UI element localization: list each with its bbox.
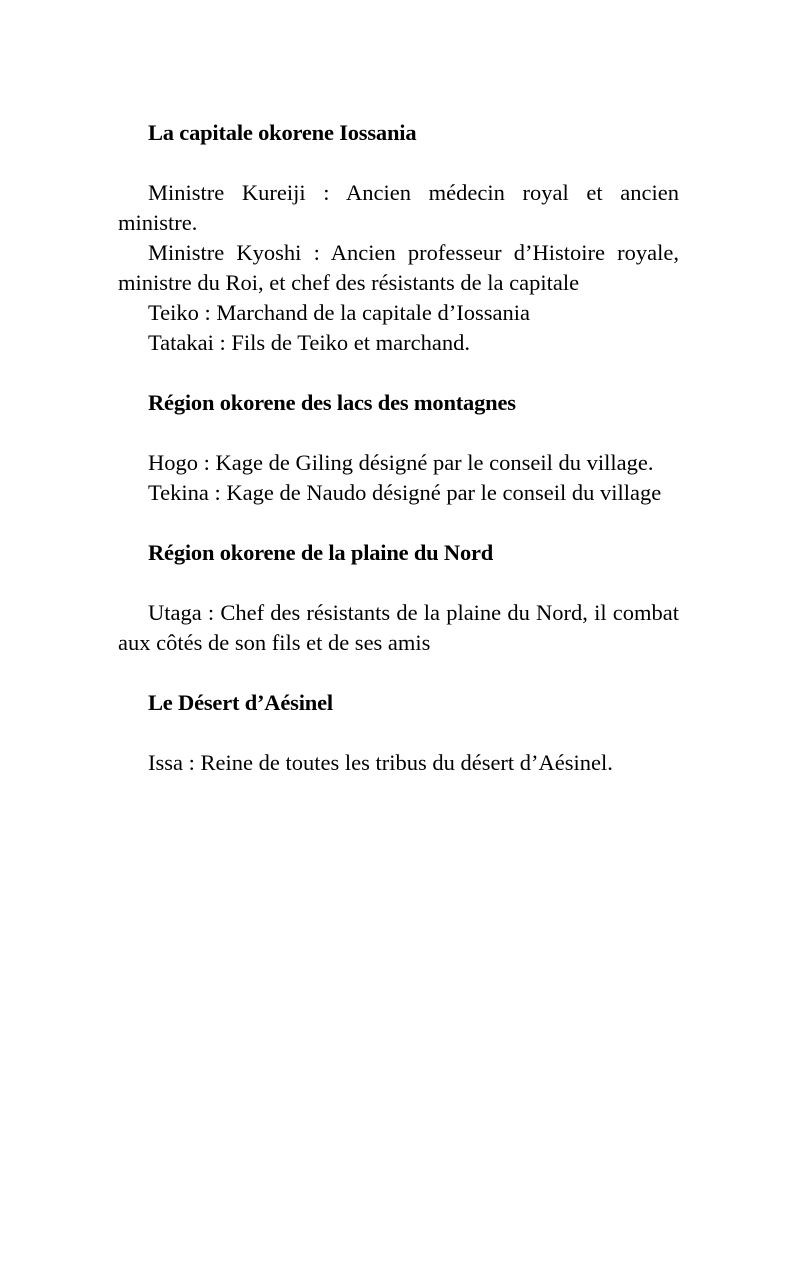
section-lacs-montagnes	[118, 388, 679, 508]
section-heading: Le Désert d’Aésinel	[148, 690, 333, 715]
character-entry: Issa : Reine de toutes les tribus du désert d’Aésinel.	[148, 750, 613, 775]
section-heading: La capitale okorene Iossania	[148, 120, 417, 145]
character-entry: Tatakai : Fils de Teiko et marchand.	[148, 330, 470, 355]
character-entry: Utaga : Chef des résistants de la plaine du Nord, il combat aux côtés de son fils et de ses amis	[118, 600, 679, 655]
section-desert-aesinel	[118, 688, 679, 778]
section-capitale	[118, 118, 679, 358]
character-entry: Tekina : Kage de Naudo désigné par le conseil du village	[148, 480, 662, 505]
document-page	[118, 118, 679, 778]
section-plaine-nord	[118, 538, 679, 658]
character-entry: Hogo : Kage de Giling désigné par le conseil du village.	[148, 450, 654, 475]
section-heading: Région okorene de la plaine du Nord	[148, 540, 494, 565]
section-heading: Région okorene des lacs des montagnes	[148, 390, 516, 415]
character-entry: Ministre Kureiji : Ancien médecin royal et ancien ministre.	[118, 180, 679, 235]
character-entry: Ministre Kyoshi : Ancien professeur d’Histoire royale, ministre du Roi, et chef des résistants de la capitale	[118, 240, 679, 295]
character-entry: Teiko : Marchand de la capitale d’Iossania	[148, 300, 531, 325]
